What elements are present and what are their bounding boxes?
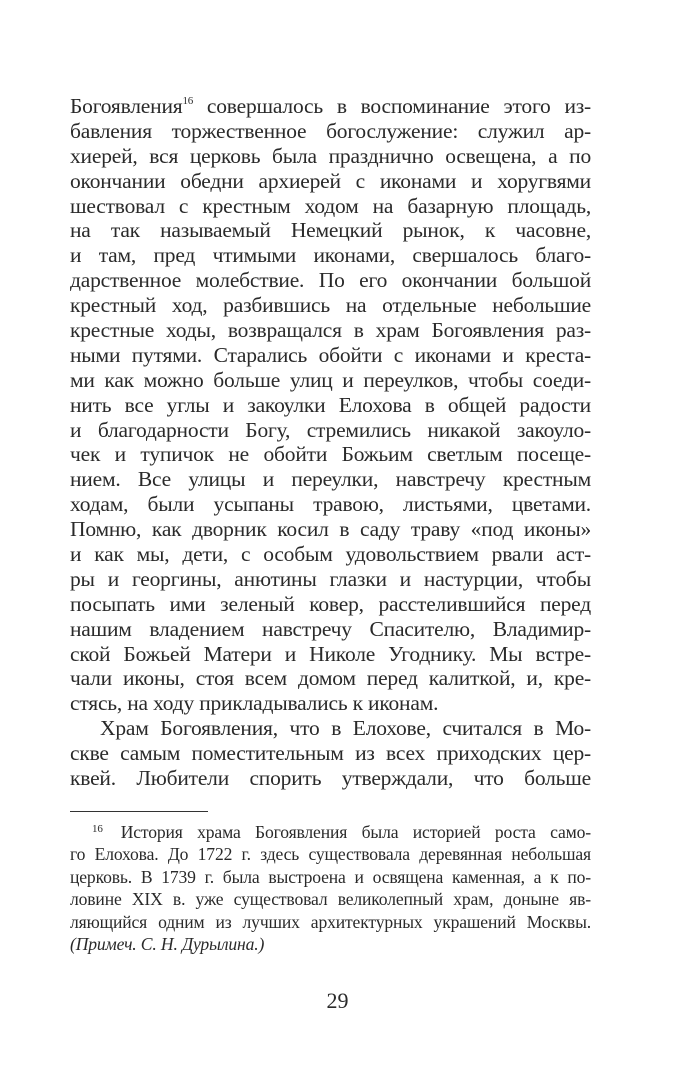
footnote-mark: 16 [92, 823, 103, 835]
text-line [70, 94, 591, 119]
text-line: хиерей, вся церковь была празднично освещена, а по [70, 143, 591, 168]
footnote-divider [70, 811, 208, 812]
text-line: бавления торжественное богослужение: служил ар- [70, 118, 591, 143]
text-line: стясь, на ходу прикладывались к иконам. [70, 691, 439, 716]
text-line: Храм Богоявления, что в Елохове, считался в Мо- [100, 716, 591, 741]
text-word: Богоявления [70, 94, 183, 118]
text-fragment: совершалось в воспоминание этого из- [193, 94, 591, 118]
text-line: чали иконы, стоя всем домом перед калиткой, и, кре- [70, 666, 591, 691]
footnote-line [70, 911, 591, 933]
text-line: ми как можно больше улиц и переулков, чтобы соеди- [70, 367, 591, 392]
text-line: крестный ход, разбившись на отдельные небольшие [70, 293, 591, 318]
text-line: на так называемый Немецкий рынок, к часовне, [70, 218, 591, 243]
text-line: ской Божьей Матери и Николе Угоднику. Мы встре- [70, 641, 591, 666]
main-text [70, 94, 591, 791]
footnote-reference[interactable]: 16 [182, 95, 194, 107]
text-line: окончании обедни архиерей с иконами и хоругвями [70, 168, 591, 193]
text-line: ры и георгины, анютины глазки и настурции, чтобы [70, 566, 591, 591]
footnote-line [70, 866, 591, 888]
footnote-text: церковь. В 1739 г. была выстроена и освящена каменная, а к по- [70, 866, 591, 887]
attribution-text: (Примеч. С. Н. Дурылина.) [70, 933, 265, 954]
text-line: чек и тупичок не обойти Божьим светлым посеще- [70, 442, 591, 467]
footnote-text: История храма Богоявления была историей роста само- [120, 822, 591, 842]
text-line: нием. Все улицы и переулки, навстречу крестным [70, 467, 591, 492]
text-line: и как мы, дети, с особым удовольствием рвали аст- [70, 542, 591, 567]
footnote-line [70, 888, 591, 910]
footnote-text: го Елохова. До 1722 г. здесь существовала деревянная небольшая [70, 844, 591, 865]
footnote-line [70, 843, 591, 865]
text-line: квей. Любители спорить утверждали, что больше [70, 766, 591, 791]
footnote-attribution [70, 933, 591, 955]
text-line: ходам, были усыпаны травою, листьями, цветами. [70, 492, 591, 517]
footnote-text: ловине XIX в. уже существовал великолепный храм, доныне яв- [70, 889, 591, 910]
text-line: дарственное молебствие. По его окончании большой [70, 268, 591, 293]
text-line: нашим владением навстречу Спасителю, Владимир- [70, 616, 591, 641]
text-line: и благодарности Богу, стремились никакой закоуло- [70, 417, 591, 442]
text-line: крестные ходы, возвращался в храм Богоявления раз- [70, 318, 591, 343]
text-line: Помню, как дворник косил в саду траву «под иконы» [70, 517, 591, 542]
text-line: нить все углы и закоулки Елохова в общей радости [70, 392, 591, 417]
text-line: шествовал с крестным ходом на базарную площадь, [70, 193, 591, 218]
text-line: посыпать ими зеленый ковер, расстелившийся перед [70, 591, 591, 616]
footnote-text: ляющийся одним из лучших архитектурных украшений Москвы. [70, 911, 591, 932]
footnote-line [70, 821, 591, 843]
text-line: ными путями. Старались обойти с иконами и креста- [70, 342, 591, 367]
footnote [70, 821, 591, 955]
text-line: скве самым поместительным из всех приходских цер- [70, 741, 591, 766]
text-line: и там, пред чтимыми иконами, свершалось благо- [70, 243, 591, 268]
page-number: 29 [326, 988, 349, 1013]
